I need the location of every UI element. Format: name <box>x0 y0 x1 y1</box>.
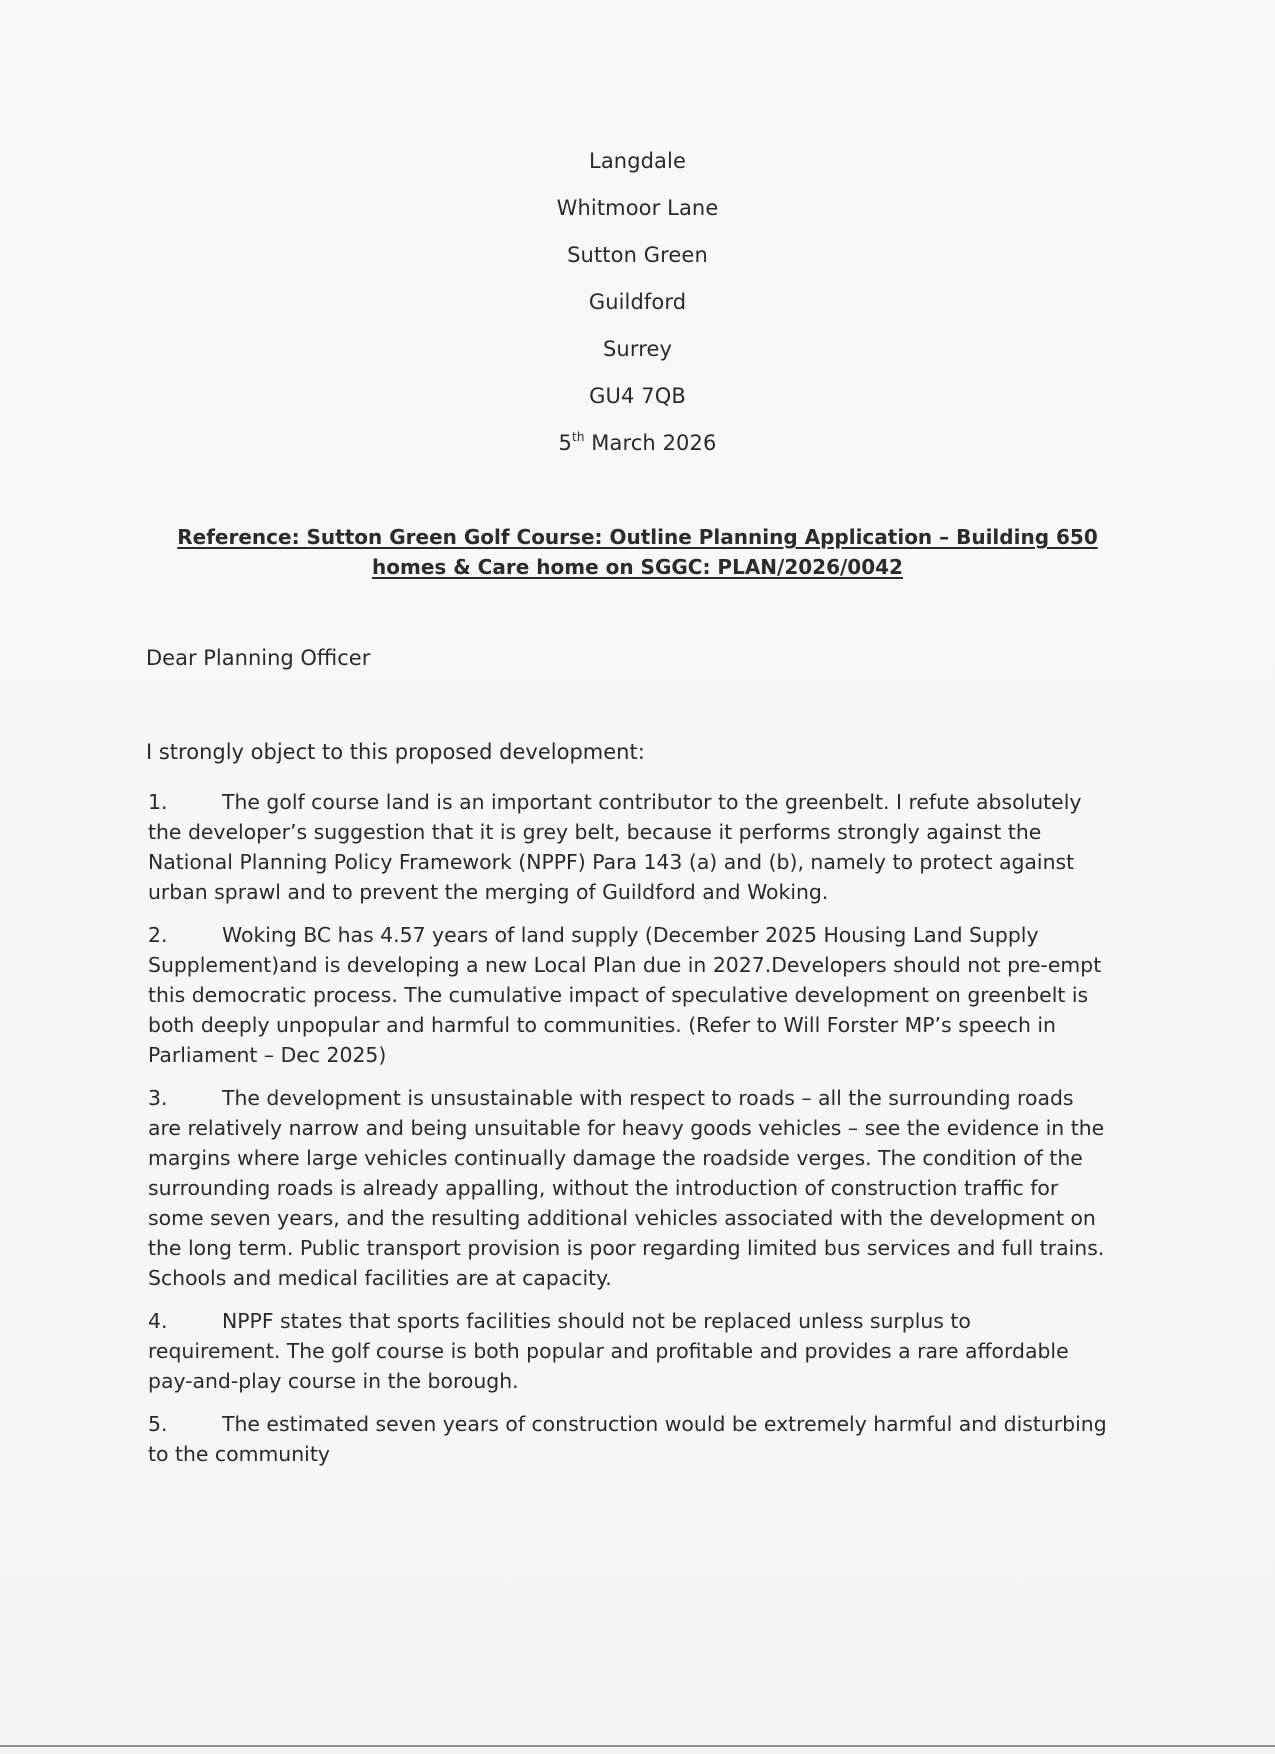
point-text: The development is unsustainable with respect to roads – all the surrounding roads are relatively narrow and being unsuitable for heavy goods vehicles – see the evidence in the margins where large vehicles continually damage the roadside verges. The condition of the surrounding roads is already appalling, without the introduction of construction traffic for some seven years, and the resulting additional vehicles associated with the development on the long term. Public transport provision is poor regarding limited bus services and full trains. Schools and medical facilities are at capacity. <box>148 1086 1105 1290</box>
letter-date <box>0 420 1275 467</box>
point-text: Woking BC has 4.57 years of land supply (December 2025 Housing Land Supply Supplement)and is developing a new Local Plan due in 2027.Developers should not pre-empt this democratic process. The cumulative impact of speculative development on greenbelt is both deeply unpopular and harmful to communities. (Refer to Will Forster MP’s speech in Parliament – Dec 2025) <box>148 923 1102 1067</box>
address-line-town: Guildford <box>588 290 687 314</box>
date-month-year: March 2026 <box>584 431 717 455</box>
point-number: 5. <box>148 1412 168 1436</box>
address-line-postcode: GU4 7QB <box>589 384 686 408</box>
objection-points <box>148 787 1108 1482</box>
address-line-house: Langdale <box>589 149 686 173</box>
point-text: NPPF states that sports facilities should not be replaced unless surplus to requirement. The golf course is both popular and profitable and provides a rare affordable pay-and-play course in the borough. <box>148 1309 1069 1393</box>
date-suffix: th <box>572 430 585 444</box>
point-number: 1. <box>148 790 168 814</box>
objection-intro: I strongly object to this proposed development: <box>146 740 645 764</box>
objection-point <box>148 1409 1108 1469</box>
scan-edge-divider <box>0 1745 1275 1747</box>
objection-point <box>148 1083 1108 1293</box>
objection-point <box>148 787 1108 907</box>
point-number: 3. <box>148 1086 168 1110</box>
address-line-county: Surrey <box>602 337 673 361</box>
point-text: The golf course land is an important contributor to the greenbelt. I refute absolutely the developer’s suggestion that it is grey belt, because it performs strongly against the National Planning Policy Framework (NPPF) Para 143 (a) and (b), namely to protect against urban sprawl and to prevent the merging of Guildford and Woking. <box>148 790 1082 904</box>
sender-address <box>0 138 1275 467</box>
date-day: 5 <box>558 431 573 455</box>
address-line-village: Sutton Green <box>567 243 708 267</box>
address-line-street: Whitmoor Lane <box>556 196 719 220</box>
point-text: The estimated seven years of construction would be extremely harmful and disturbing to the community <box>148 1412 1107 1466</box>
point-number: 4. <box>148 1309 168 1333</box>
objection-point <box>148 920 1108 1070</box>
salutation: Dear Planning Officer <box>146 646 371 670</box>
objection-point <box>148 1306 1108 1396</box>
reference-heading: Reference: Sutton Green Golf Course: Outline Planning Application – Building 650 homes & Care home on SGGC: PLAN/2026/0042 <box>177 525 1098 579</box>
point-number: 2. <box>148 923 168 947</box>
